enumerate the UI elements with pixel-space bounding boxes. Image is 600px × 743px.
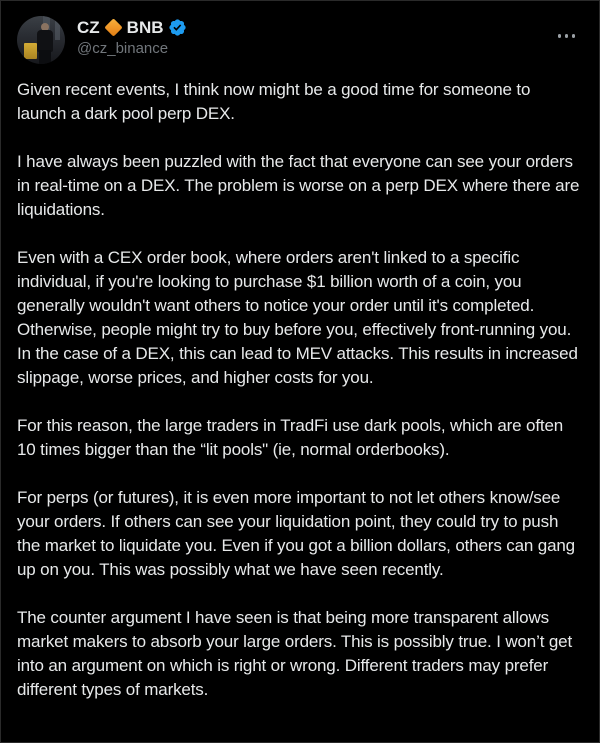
tweet-paragraph: I have always been puzzled with the fact that everyone can see your orders in real-time on a DEX. The problem is worse on a perp DEX where there are liquidations. [17, 152, 580, 219]
tweet-paragraph: For this reason, the large traders in TradFi use dark pools, which are often 10 times bigger than the “lit pools" (ie, normal orderbooks). [17, 416, 564, 459]
author-name-link[interactable] [77, 17, 187, 38]
avatar-photo-detail [55, 18, 60, 40]
avatar[interactable] [17, 16, 65, 64]
author-handle[interactable]: @cz_binance [77, 40, 169, 57]
tweet-paragraph: The counter argument I have seen is that being more transparent allows market makers to absorb your large orders. This is possibly true. I won’t get into an argument on which is right or wrong. Different traders may prefer different types of markets. [17, 608, 573, 699]
more-options-button[interactable] [552, 28, 582, 44]
tweet-text [17, 78, 583, 702]
orange-diamond-icon [104, 18, 122, 36]
tweet-paragraph: Even with a CEX order book, where orders aren't linked to a specific individual, if you're looking to purchase $1 billion worth of a coin, you generally wouldn't want others to notice your order until it's completed. Otherwise, people might try to buy before you, effectively front-running you. In the case of a DEX, this can lead to MEV attacks. This results in increased slippage, worse prices, and higher costs for you. [17, 248, 578, 387]
more-options-icon [565, 34, 569, 38]
author-block [77, 16, 187, 58]
more-options-icon [558, 34, 562, 38]
avatar-photo-detail [37, 30, 53, 52]
tweet-header [17, 16, 583, 64]
tweet-paragraph: For perps (or futures), it is even more important to not let others know/see your orders. If others can see your liquidation point, they could try to push the market to liquidate you. Even if you got a billion dollars, others can gang up on you. This was possibly what we have seen recently. [17, 488, 575, 579]
author-name-first: CZ [77, 18, 100, 37]
tweet-paragraph: Given recent events, I think now might be a good time for someone to launch a dark pool perp DEX. [17, 80, 531, 123]
author-name-last: BNB [126, 18, 164, 37]
avatar-photo-detail [39, 50, 51, 64]
verified-badge-icon[interactable] [168, 18, 187, 37]
avatar-photo-detail [24, 43, 37, 59]
more-options-icon [572, 34, 576, 38]
